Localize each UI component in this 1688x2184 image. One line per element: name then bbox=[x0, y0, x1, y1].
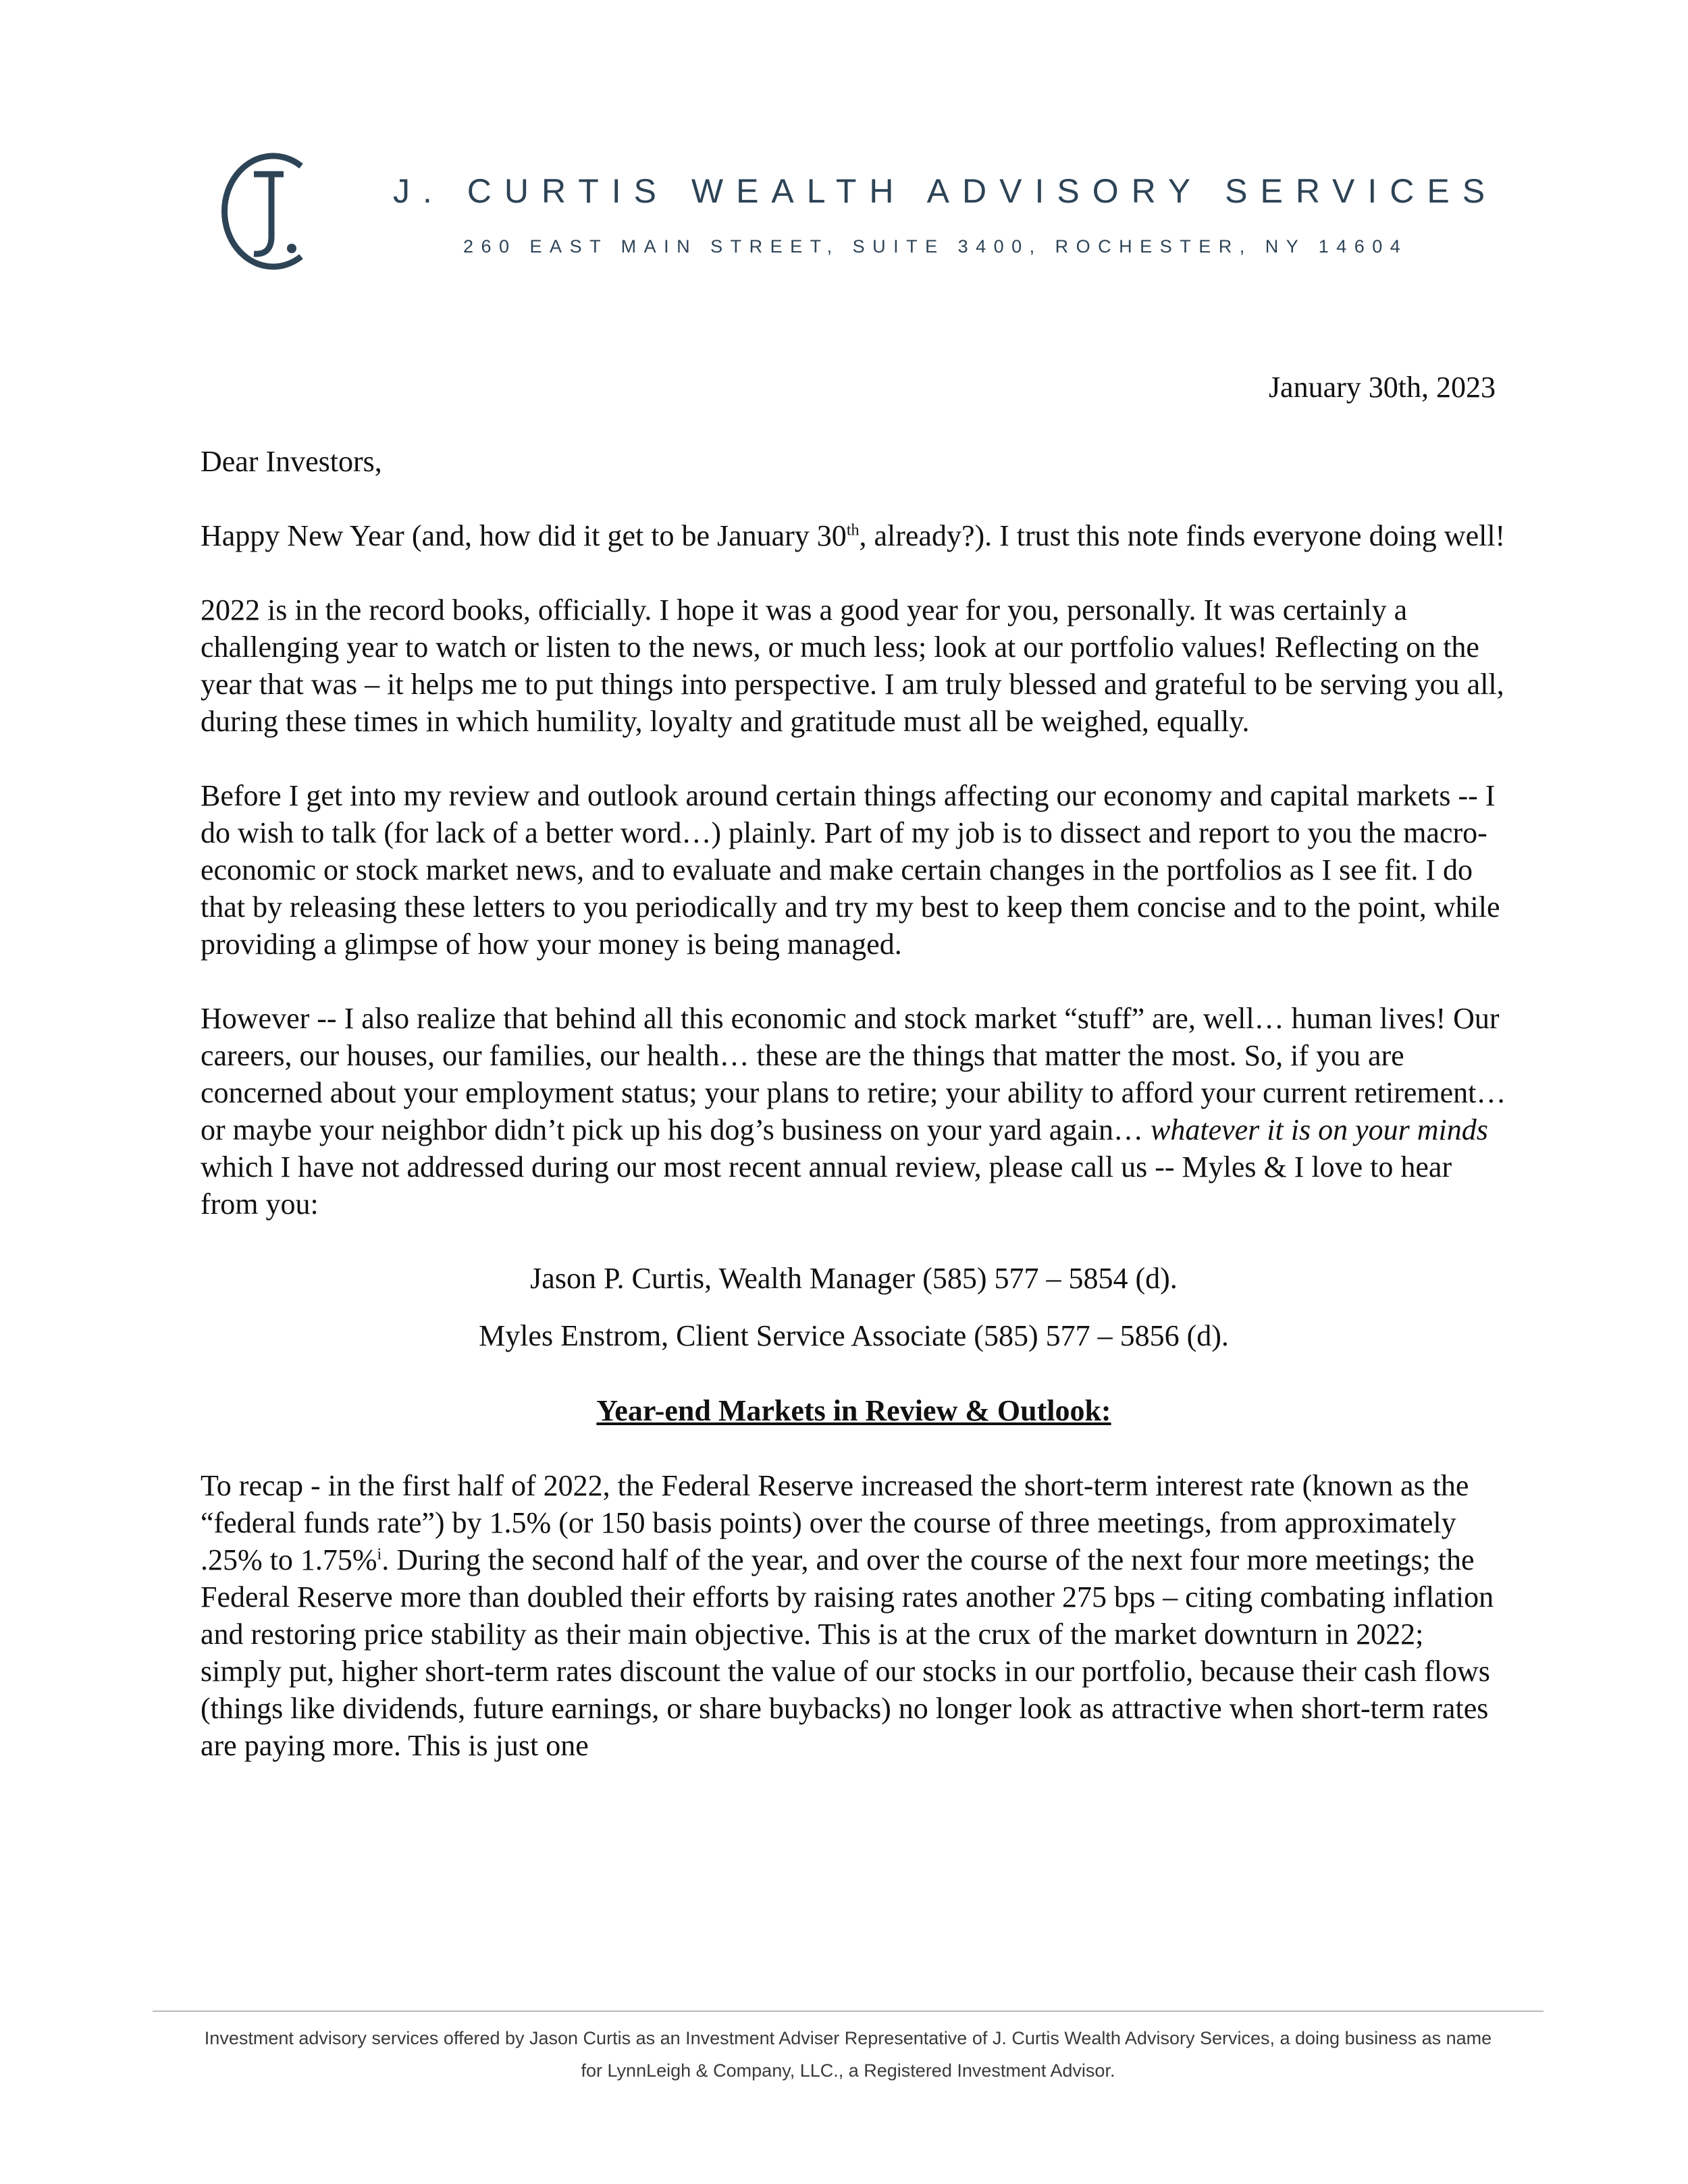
letter-body bbox=[201, 443, 1507, 1801]
footer-line-2: for LynnLeigh & Company, LLC., a Registered Investment Advisor. bbox=[581, 2060, 1115, 2081]
paragraph-new-year: Happy New Year (and, how did it get to be January 30th, already?). I trust this note finds everyone doing well! bbox=[201, 519, 1506, 552]
paragraph-human-lives: However -- I also realize that behind all this economic and stock market “stuff” are, well… human lives! Our careers, our houses, our families, our health… these are the things that matter the most. So, if you are concerned about your employment status; your plans to retire; your ability to afford your current retirement… or maybe your neighbor didn’t pick up his dog’s business on your yard again… whatever it is on your minds which I have not addressed during our most recent annual review, please call us -- Myles & I love to hear from you: bbox=[201, 1002, 1506, 1221]
footer-line-1: Investment advisory services offered by Jason Curtis as an Investment Adviser Representative of J. Curtis Wealth Advisory Services, a doing business as name bbox=[204, 2028, 1492, 2048]
contact-jason-curtis: Jason P. Curtis, Wealth Manager (585) 577 – 5854 (d). bbox=[530, 1262, 1178, 1295]
greeting: Dear Investors, bbox=[201, 445, 382, 478]
firm-name: J. CURTIS WEALTH ADVISORY SERVICES bbox=[393, 172, 1498, 210]
footer-divider bbox=[153, 2010, 1544, 2012]
paragraph-review-intro: Before I get into my review and outlook around certain things affecting our economy and capital markets -- I do wish to talk (for lack of a better word…) plainly. Part of my job is to dissect and report to you the macro-economic or stock market news, and to evaluate and make certain changes in the portfolios as I see fit. I do that by releasing these letters to you periodically and try my best to keep them concise and to the point, while providing a glimpse of how your money is being managed. bbox=[201, 779, 1500, 961]
letter-date: January 30th, 2023 bbox=[1268, 371, 1496, 404]
firm-address: 260 EAST MAIN STREET, SUITE 3400, ROCHESTER, NY 14604 bbox=[463, 236, 1408, 257]
contact-list bbox=[201, 1260, 1507, 1354]
footer-disclosure bbox=[153, 2022, 1544, 2087]
paragraph-record-books: 2022 is in the record books, officially. I hope it was a good year for you, personally. It was certainly a challenging year to watch or listen to the news, or much less; look at our portfolio values! Reflecting on the year that was – it helps me to put things into perspective. I am truly blessed and grateful to be serving you all, during these times in which humility, loyalty and gratitude must all be weighed, equally. bbox=[201, 593, 1504, 738]
contact-myles-enstrom: Myles Enstrom, Client Service Associate (585) 577 – 5856 (d). bbox=[479, 1319, 1229, 1352]
section-heading: Year-end Markets in Review & Outlook: bbox=[596, 1394, 1111, 1427]
company-logo bbox=[215, 147, 323, 275]
paragraph-recap: To recap - in the first half of 2022, the Federal Reserve increased the short-term interest rate (known as the “federal funds rate”) by 1.5% (or 150 basis points) over the course of three meetings, from approximately .25% to 1.75%$^i$. During the second half of the year, and over the course of the next four more meetings; the Federal Reserve more than doubled their efforts by raising rates another 275 bps – citing combating inflation and restoring price stability as their main objective. This is at the crux of the market downturn in 2022; simply put, higher short-term rates discount the value of our stocks in our portfolio, because their cash flows (things like dividends, future earnings, or share buybacks) no longer look as attractive when short-term rates are paying more. This is just one bbox=[201, 1469, 1494, 1762]
